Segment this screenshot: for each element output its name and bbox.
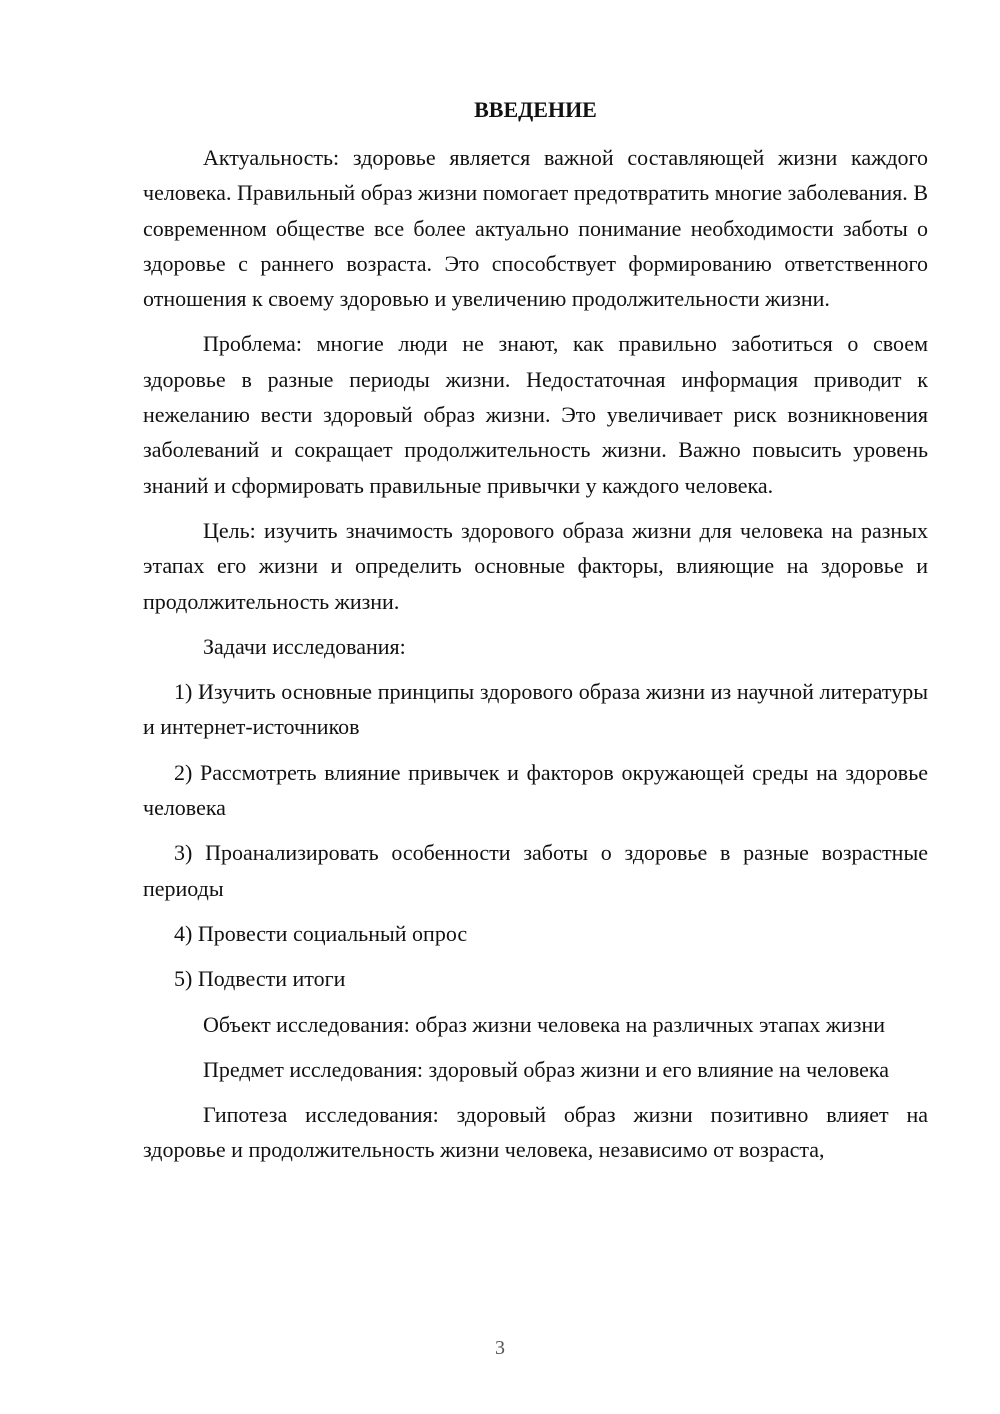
task-item-5: 5) Подвести итоги	[174, 966, 346, 992]
subject-paragraph: Предмет исследования: здоровый образ жизни и его влияние на человека	[203, 1056, 890, 1082]
task-item-3: 3) Проанализировать особенности заботы о здоровье в разные возрастные периоды	[143, 840, 928, 901]
relevance-paragraph: Актуальность: здоровье является важной составляющей жизни каждого человека. Правильный образ жизни помогает предотвратить многие заболевания. В современном обществе все более актуально понимание необходимости заботы о здоровье с раннего возраста. Это способствует формированию ответственного отношения к своему здоровью и увеличению продолжительности жизни.	[143, 145, 928, 312]
document-page	[143, 96, 928, 1178]
problem-paragraph: Проблема: многие люди не знают, как правильно заботиться о своем здоровье в разные периоды жизни. Недостаточная информация приводит к нежеланию вести здоровый образ жизни. Это увеличивает риск возникновения заболеваний и сокращает продолжительность жизни. Важно повысить уровень знаний и сформировать правильные привычки у каждого человека.	[143, 331, 928, 498]
tasks-title: Задачи исследования:	[203, 633, 406, 659]
page-number: 3	[495, 1337, 505, 1359]
object-paragraph: Объект исследования: образ жизни человека на различных этапах жизни	[203, 1011, 885, 1037]
goal-paragraph: Цель: изучить значимость здорового образа жизни для человека на разных этапах его жизни и определить основные факторы, влияющие на здоровье и продолжительность жизни.	[143, 517, 928, 614]
task-item-1: 1) Изучить основные принципы здорового образа жизни из научной литературы и интернет-источников	[143, 679, 928, 740]
section-heading: ВВЕДЕНИЕ	[474, 97, 597, 122]
task-item-4: 4) Провести социальный опрос	[174, 920, 468, 946]
task-item-2: 2) Рассмотреть влияние привычек и факторов окружающей среды на здоровье человека	[143, 759, 928, 821]
hypothesis-paragraph: Гипотеза исследования: здоровый образ жизни позитивно влияет на здоровье и продолжительность жизни человека, независимо от возраста,	[143, 1102, 928, 1163]
